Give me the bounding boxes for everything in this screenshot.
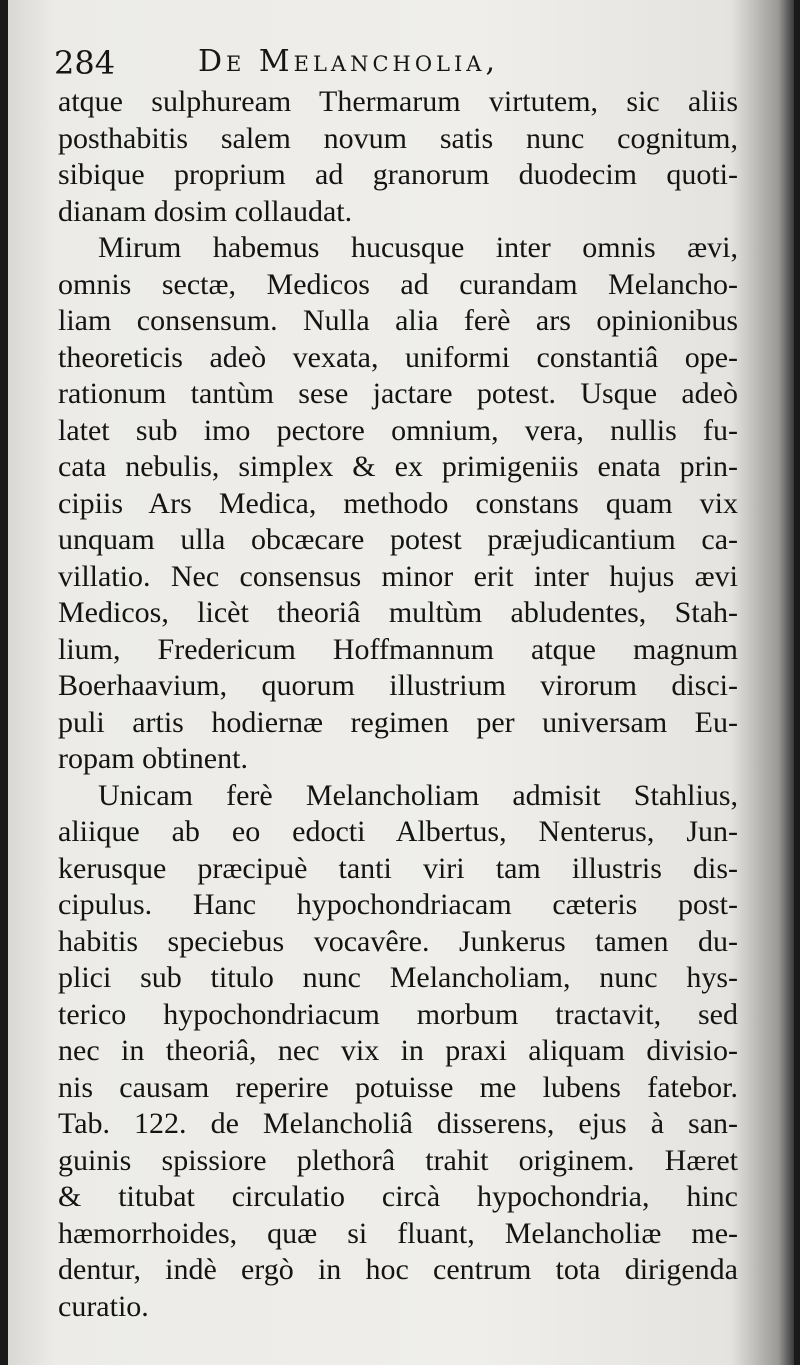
text-line: cipiis Ars Medica, methodo constans quam vix [58, 486, 738, 520]
text-line: theoreticis adeò vexata, uniformi constantiâ ope- [58, 340, 738, 374]
text-line: omnis sectæ, Medicos ad curandam Melancho- [58, 267, 738, 301]
text-line: liam consensum. Nulla alia ferè ars opinionibus [58, 304, 738, 337]
text-line: dentur, indè ergò in hoc centrum tota dirigenda [58, 1253, 738, 1286]
text-line: nis causam reperire potuisse me lubens fatebor. [58, 1070, 738, 1104]
text-line: hæmorrhoides, quæ si fluant, Melancholiæ me- [58, 1216, 738, 1250]
text-line: nec in theoriâ, nec vix in praxi aliquam divisio- [58, 1034, 738, 1067]
text-line: plici sub titulo nunc Melancholiam, nunc hys- [58, 961, 738, 994]
paragraph-start-line: Unicam ferè Melancholiam admisit Stahlius, [98, 778, 738, 812]
book-page [8, 0, 794, 1365]
text-line: villatio. Nec consensus minor erit inter hujus ævi [58, 559, 738, 593]
text-line: aliique ab eo edocti Albertus, Nenterus, Jun- [58, 815, 738, 848]
page-header [54, 34, 614, 90]
text-line: Boerhaavium, quorum illustrium virorum disci- [58, 669, 738, 702]
text-line: dianam dosim collaudat. [58, 194, 353, 228]
text-line: rationum tantùm sese jactare potest. Usque adeò [58, 377, 738, 410]
text-line: puli artis hodiernæ regimen per universam Eu- [58, 705, 738, 739]
body-text [58, 84, 738, 1325]
page-number: 284 [54, 44, 116, 82]
paragraph-start-line: Mirum habemus hucusque inter omnis ævi, [98, 231, 738, 264]
text-line: kerusque præcipuè tanti viri tam illustris dis- [58, 851, 738, 885]
text-line: Medicos, licèt theoriâ multùm abludentes, Stah- [58, 596, 738, 629]
text-line: guinis spissiore plethorâ trahit originem. Hæret [58, 1143, 738, 1177]
text-line: latet sub imo pectore omnium, vera, nullis fu- [58, 413, 738, 447]
text-line: sibique proprium ad granorum duodecim quoti- [58, 158, 738, 191]
text-line: & titubat circulatio circà hypochondria, hinc [58, 1180, 738, 1213]
text-line: unquam ulla obcæcare potest præjudicantium ca- [58, 523, 738, 556]
text-line: terico hypochondriacum morbum tractavit, sed [58, 997, 738, 1031]
text-line: habitis speciebus vocavêre. Junkerus tamen du- [58, 924, 738, 958]
text-line: posthabitis salem novum satis nunc cognitum, [58, 121, 738, 155]
text-line: cata nebulis, simplex & ex primigeniis enata prin- [58, 450, 738, 483]
text-line: lium, Fredericum Hoffmannum atque magnum [58, 632, 738, 666]
text-line: Tab. 122. de Melancholiâ disserens, ejus à san- [58, 1107, 738, 1140]
text-line: ropam obtinent. [58, 742, 248, 775]
text-line: cipulus. Hanc hypochondriacam cæteris post- [58, 888, 738, 921]
text-line: curatio. [58, 1289, 149, 1323]
text-line: atque sulphuream Thermarum virtutem, sic aliis [58, 85, 738, 118]
running-title: De Melancholia, [198, 44, 499, 79]
